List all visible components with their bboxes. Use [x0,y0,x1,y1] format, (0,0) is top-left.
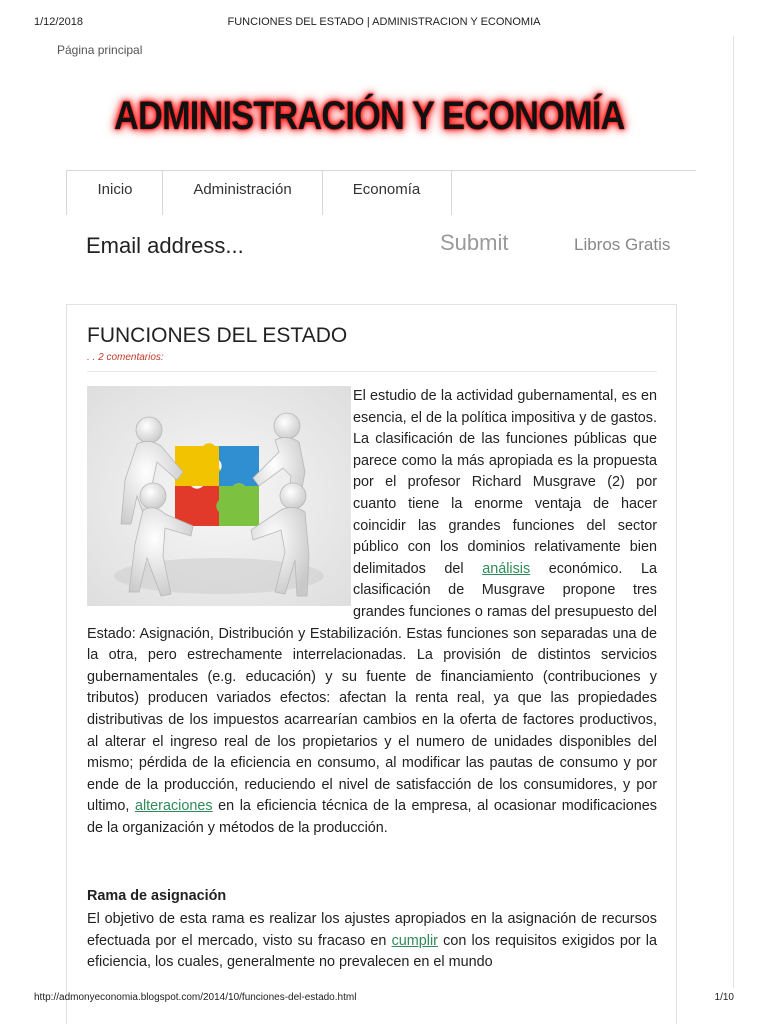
post-paragraph-part-1: El estudio de la actividad gubernamental, es en esencia, el de la política impositiva y de gastos. La clasificación de las funciones públicas que parece como la más apropiada es la propuesta por el profesor Richard Musgrave (2) por cuanto tiene la enorme ventaja de hacer coincidir las grandes funciones del sector público con los dominios relativamente bien delimitados del [353,388,657,577]
submit-button[interactable]: Submit [440,230,509,255]
print-document-title: FUNCIONES DEL ESTADO | ADMINISTRACION Y ECONOMIA [227,16,541,28]
section-heading-asignacion: Rama de asignación [87,888,227,904]
site-title[interactable]: ADMINISTRACIÓN Y ECONOMÍA [114,94,625,138]
post-divider [87,371,657,372]
post-paragraph-part-2: económico. La clasificación de Musgrave propone tres grandes funciones o ramas del presupuesto del Estado: Asignación, Distribución y Estabilización. Estas funciones son separadas una de la otra, pero estrechamente interrelacionadas. La provisión de distintos servicios gubernamentales (e.g. educación) y su fuente de financiamiento (contribuciones y tributos) producen variados efectos: afectan la renta real, ya que las propiedades distributivas de los impuestos acarrearían cambios en la oferta de factores productivos, al alterar el ingreso real de los propietarios y el numero de unidades disponibles del mismo; pérdida de la eficiencia en consumo, al modificar las pautas de consumo y por ende de la producción, reduciendo el nivel de satisfacción de los consumidores, y por ultimo, [87,560,657,815]
nav-item-administracion[interactable]: Administración [162,171,323,215]
print-date: 1/12/2018 [34,16,83,28]
print-url: http://admonyeconomia.blogspot.com/2014/10/funciones-del-estado.html [34,992,357,1003]
print-footer [34,992,734,1006]
section-text-part-2: con los requisitos exigidos por la eficiencia, los cuales, generalmente no prevalecen en el mundo [87,932,657,971]
post-body [87,386,657,839]
image-float-spacer [87,386,353,610]
home-link[interactable]: Página principal [57,43,143,57]
post-paragraph-part-3: en la eficiencia técnica de la empresa, al ocasionar modificaciones de la organización y métodos de la producción. [87,798,657,836]
nav-item-inicio[interactable]: Inicio [66,171,163,215]
alteraciones-link[interactable]: alteraciones [134,798,213,815]
analisis-link[interactable]: análisis [482,560,531,577]
post-title[interactable]: FUNCIONES DEL ESTADO [87,324,348,347]
libros-gratis-link[interactable]: Libros Gratis [574,235,671,254]
cumplir-link[interactable]: cumplir [391,932,438,949]
nav-item-economia[interactable]: Economía [322,171,452,215]
print-page-number: 1/10 [714,992,734,1003]
section-body-asignacion [87,909,657,974]
post-comments-link[interactable]: . . 2 comentarios: [87,352,164,363]
subscribe-bar [86,228,696,264]
print-header [34,16,734,30]
page-right-rule [733,36,734,988]
post [66,304,677,1024]
section-text-part-1: El objetivo de esta rama es realizar los ajustes apropiados en la asignación de recursos efectuada por el mercado, visto su fracaso en [87,911,657,949]
main-nav [66,170,696,214]
email-input[interactable] [86,230,386,262]
